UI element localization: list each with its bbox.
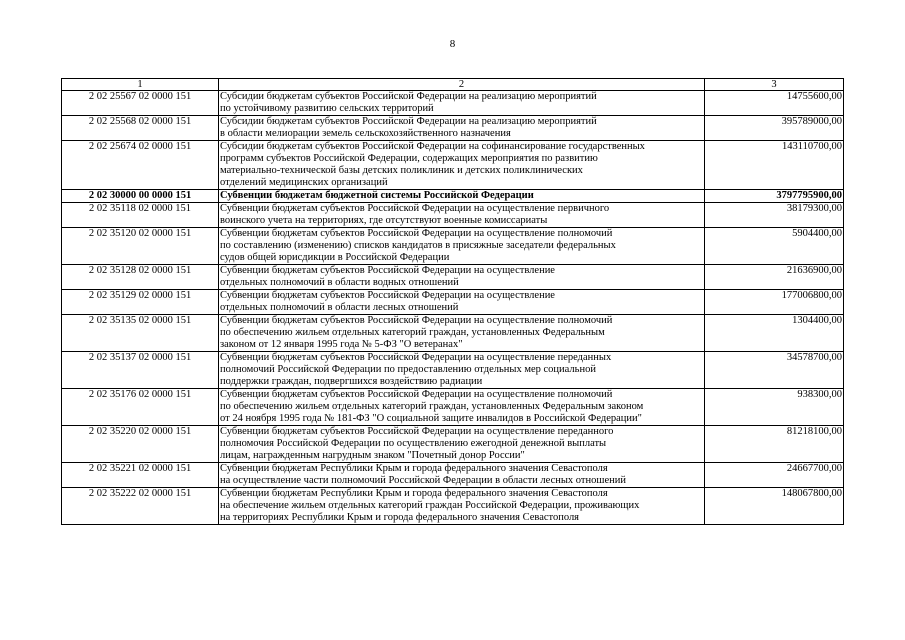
column-header-code: 1 <box>62 79 219 91</box>
row-name: Субвенции бюджетам субъектов Российской Федерации на осуществление переданного полномочия Российской Федерации по осуществлению ежегодной денежной выплаты лицам, награжденным нагрудным знаком "Почетный донор России" <box>219 426 705 463</box>
page-number: 8 <box>449 38 456 50</box>
table-body <box>62 91 844 525</box>
row-code: 2 02 30000 00 0000 151 <box>62 190 219 203</box>
row-name: Субвенции бюджетам субъектов Российской Федерации на осуществление полномочий по обеспечению жильем отдельных категорий граждан, установленных Федеральным законом от 24 ноября 1995 года № 181-ФЗ "О социальной защите инвалидов в Российской Федерации" <box>219 389 705 426</box>
row-name: Субсидии бюджетам субъектов Российской Федерации на софинансирование государственных программ субъектов Российской Федерации, содержащих мероприятия по развитию материально-технической базы детских поликлиник и детских поликлинических отделений медицинских организаций <box>219 141 705 190</box>
row-amount: 143110700,00 <box>705 141 844 190</box>
column-header-name: 2 <box>219 79 705 91</box>
row-amount: 14755600,00 <box>705 91 844 116</box>
row-name: Субвенции бюджетам субъектов Российской Федерации на осуществление отдельных полномочий в области водных отношений <box>219 265 705 290</box>
row-name: Субвенции бюджетам Республики Крым и города федерального значения Севастополя на обеспечение жильем отдельных категорий граждан Российской Федерации, проживающих на территориях Республики Крым и города федерального значения Севастополя <box>219 488 705 525</box>
row-amount: 5904400,00 <box>705 228 844 265</box>
table-row <box>62 315 844 352</box>
row-code: 2 02 35128 02 0000 151 <box>62 265 219 290</box>
row-amount: 38179300,00 <box>705 203 844 228</box>
table-row <box>62 389 844 426</box>
table-row <box>62 426 844 463</box>
row-code: 2 02 25674 02 0000 151 <box>62 141 219 190</box>
row-code: 2 02 35220 02 0000 151 <box>62 426 219 463</box>
row-amount: 1304400,00 <box>705 315 844 352</box>
row-code: 2 02 35222 02 0000 151 <box>62 488 219 525</box>
row-code: 2 02 25568 02 0000 151 <box>62 116 219 141</box>
row-code: 2 02 35135 02 0000 151 <box>62 315 219 352</box>
table-row <box>62 352 844 389</box>
row-code: 2 02 35176 02 0000 151 <box>62 389 219 426</box>
row-name: Субвенции бюджетам Республики Крым и города федерального значения Севастополя на осуществление части полномочий Российской Федерации в области лесных отношений <box>219 463 705 488</box>
row-name: Субсидии бюджетам субъектов Российской Федерации на реализацию мероприятий по устойчивому развитию сельских территорий <box>219 91 705 116</box>
table-row-total <box>62 190 844 203</box>
row-name: Субсидии бюджетам субъектов Российской Федерации на реализацию мероприятий в области мелиорации земель сельскохозяйственного назначения <box>219 116 705 141</box>
row-amount: 938300,00 <box>705 389 844 426</box>
row-amount: 21636900,00 <box>705 265 844 290</box>
table-row <box>62 228 844 265</box>
table-row <box>62 141 844 190</box>
row-amount: 177006800,00 <box>705 290 844 315</box>
table-row <box>62 488 844 525</box>
row-amount: 3797795900,00 <box>705 190 844 203</box>
budget-table <box>61 78 844 525</box>
row-name: Субвенции бюджетам субъектов Российской Федерации на осуществление отдельных полномочий в области лесных отношений <box>219 290 705 315</box>
row-name: Субвенции бюджетам бюджетной системы Российской Федерации <box>219 190 705 203</box>
row-code: 2 02 25567 02 0000 151 <box>62 91 219 116</box>
table-header-row <box>62 79 844 91</box>
table-row <box>62 463 844 488</box>
row-code: 2 02 35129 02 0000 151 <box>62 290 219 315</box>
row-amount: 34578700,00 <box>705 352 844 389</box>
row-code: 2 02 35137 02 0000 151 <box>62 352 219 389</box>
row-amount: 395789000,00 <box>705 116 844 141</box>
row-amount: 81218100,00 <box>705 426 844 463</box>
row-code: 2 02 35120 02 0000 151 <box>62 228 219 265</box>
row-name: Субвенции бюджетам субъектов Российской Федерации на осуществление переданных полномочий Российской Федерации по предоставлению отдельных мер социальной поддержки граждан, подвергшихся воздействию радиации <box>219 352 705 389</box>
row-code: 2 02 35221 02 0000 151 <box>62 463 219 488</box>
table-row <box>62 203 844 228</box>
row-amount: 24667700,00 <box>705 463 844 488</box>
row-amount: 148067800,00 <box>705 488 844 525</box>
row-name: Субвенции бюджетам субъектов Российской Федерации на осуществление полномочий по обеспечению жильем отдельных категорий граждан, установленных Федеральным законом от 12 января 1995 года № 5-ФЗ "О ветеранах" <box>219 315 705 352</box>
table-row <box>62 290 844 315</box>
row-name: Субвенции бюджетам субъектов Российской Федерации на осуществление полномочий по составлению (изменению) списков кандидатов в присяжные заседатели федеральных судов общей юрисдикции в Российской Федерации <box>219 228 705 265</box>
table-row <box>62 91 844 116</box>
table-row <box>62 116 844 141</box>
table-row <box>62 265 844 290</box>
row-name: Субвенции бюджетам субъектов Российской Федерации на осуществление первичного воинского учета на территориях, где отсутствуют военные комиссариаты <box>219 203 705 228</box>
row-code: 2 02 35118 02 0000 151 <box>62 203 219 228</box>
column-header-amount: 3 <box>705 79 844 91</box>
